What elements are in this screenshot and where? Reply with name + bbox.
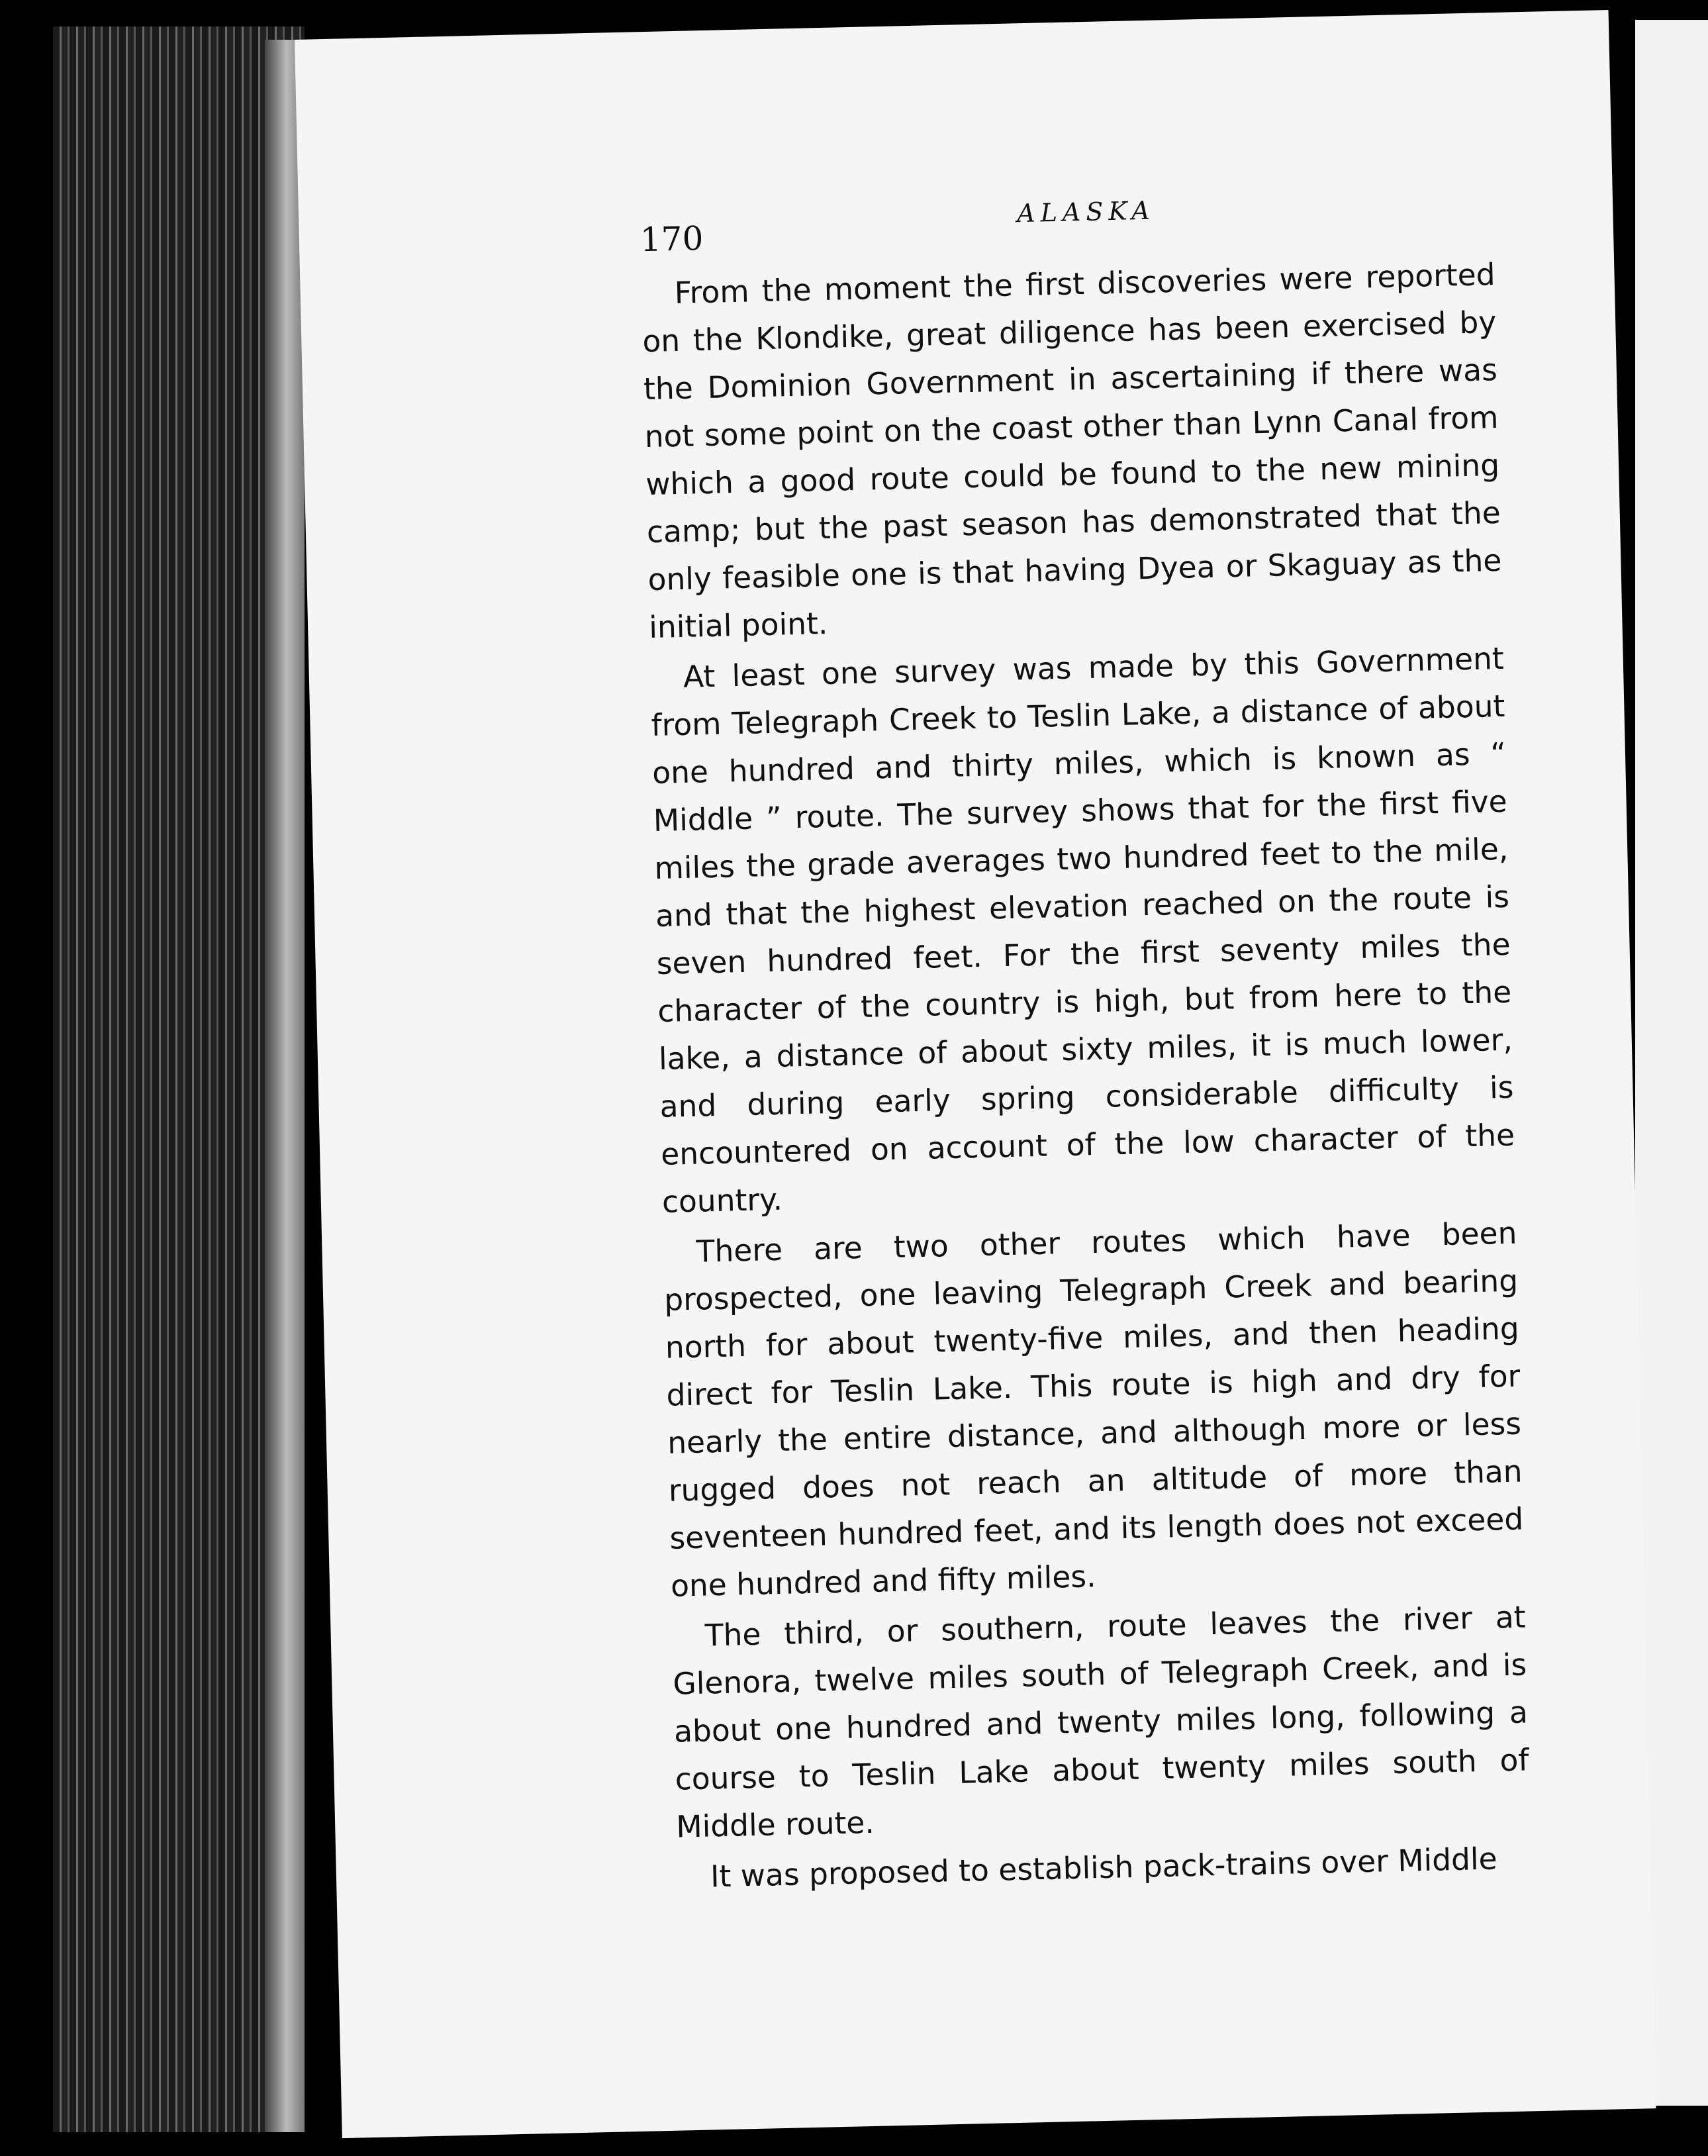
paragraph: The third, or southern, route leaves the river at Glenora, twelve miles south of Telegraph Creek, and is about one hundred and twenty miles long, following a course to Teslin Lake about twenty miles south of Middle route. — [672, 1599, 1530, 1845]
paragraph: There are two other routes which have been prospected, one leaving Telegraph Creek and bearing north for about twenty-five miles, and then heading direct for Teslin Lake. This route is high and dry for nearly the entire distance, and although more or less rugged does not reach an altitude of more than seventeen hundred feet, and its length does not exceed one hundred and fifty miles. — [663, 1215, 1524, 1604]
body-text — [641, 251, 1532, 1904]
book-page — [295, 10, 1656, 2138]
book-page-edge-highlight — [265, 40, 305, 2132]
page-number: 170 — [640, 219, 704, 260]
paragraph: From the moment the first discoveries were reported on the Klondike, great diligence has been exercised by the Dominion Government in ascertaining if there was not some point on the coast other than Lynn Canal from which a good route could be found to the new mining camp; but the past season has demonstrated that the only feasible one is that having Dyea or Skaguay as the initial point. — [641, 256, 1502, 646]
paragraph: It was proposed to establish pack-trains over Middle — [710, 1841, 1498, 1894]
paragraph: At least one survey was made by this Government from Telegraph Creek to Teslin Lake, a distance of about one hundred and thirty miles, which is known as “ Middle ” route. The survey shows that for the first five miles the grade averages two hundred feet to the mile, and that the highest elevation reached on the route is seven hundred feet. For the first seventy miles the character of the country is high, but from here to the lake, a distance of about sixty miles, it is much lower, and during early spring considerable difficulty is encountered on account of the low character of the country. — [651, 640, 1515, 1220]
running-head: ALASKA — [1016, 195, 1156, 228]
